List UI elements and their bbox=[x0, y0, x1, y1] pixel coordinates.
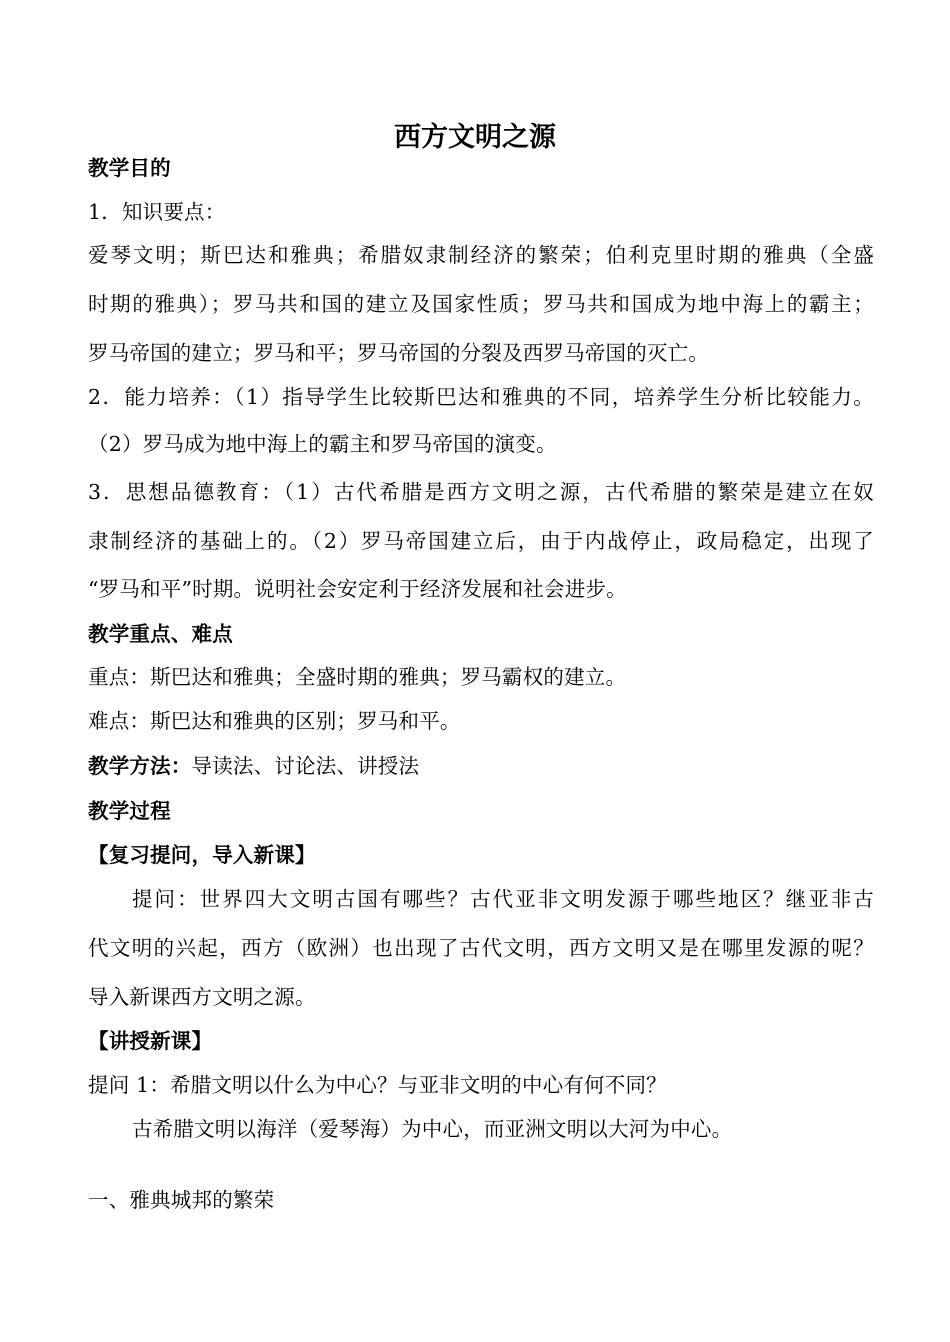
new-lesson-heading: 【讲授新课】 bbox=[88, 1029, 213, 1053]
question-1: 提问 1：希腊文明以什么为中心？与亚非文明的中心有何不同？ bbox=[88, 1073, 667, 1097]
process-heading: 教学过程 bbox=[88, 799, 171, 823]
review-heading: 【复习提问，导入新课】 bbox=[88, 843, 316, 867]
method-row bbox=[88, 751, 888, 781]
review-line-3: 导入新课西方文明之源。 bbox=[88, 985, 316, 1009]
ability-line-1: 2．能力培养：（1）指导学生比较斯巴达和雅典的不同，培养学生分析比较能力。 bbox=[88, 385, 874, 409]
knowledge-line-3: 罗马帝国的建立；罗马和平；罗马帝国的分裂及西罗马帝国的灭亡。 bbox=[88, 341, 709, 365]
review-line-1: 提问：世界四大文明古国有哪些？古代亚非文明发源于哪些地区？继亚非古 bbox=[132, 887, 874, 911]
answer-1: 古希腊文明以海洋（爱琴海）为中心，而亚洲文明以大河为中心。 bbox=[132, 1117, 733, 1141]
objectives-heading: 教学目的 bbox=[88, 156, 171, 180]
section-1-heading: 一、雅典城邦的繁荣 bbox=[88, 1188, 275, 1212]
moral-line-2: 隶制经济的基础上的。（2）罗马帝国建立后，由于内战停止，政局稳定，出现了 bbox=[88, 529, 874, 553]
method-label: 教学方法： bbox=[88, 754, 192, 778]
knowledge-line-2: 时期的雅典）；罗马共和国的建立及国家性质；罗马共和国成为地中海上的霸主； bbox=[88, 292, 874, 316]
moral-line-3: “罗马和平”时期。说明社会安定利于经济发展和社会进步。 bbox=[88, 577, 627, 601]
review-line-2: 代文明的兴起，西方（欧洲）也出现了古代文明，西方文明又是在哪里发源的呢？ bbox=[88, 936, 874, 960]
ability-line-2: （2）罗马成为地中海上的霸主和罗马帝国的演变。 bbox=[88, 432, 557, 456]
knowledge-label: 1．知识要点： bbox=[88, 200, 226, 224]
key-points-heading: 教学重点、难点 bbox=[88, 622, 233, 646]
difficulty-text: 难点：斯巴达和雅典的区别；罗马和平。 bbox=[88, 709, 461, 733]
document-title: 西方文明之源 bbox=[394, 122, 556, 153]
method-value: 导读法、讨论法、讲授法 bbox=[191, 754, 420, 778]
focus-text: 重点：斯巴达和雅典；全盛时期的雅典；罗马霸权的建立。 bbox=[88, 665, 627, 689]
moral-line-1: 3．思想品德教育：（1）古代希腊是西方文明之源，古代希腊的繁荣是建立在奴 bbox=[88, 480, 874, 504]
knowledge-line-1: 爱琴文明；斯巴达和雅典；希腊奴隶制经济的繁荣；伯利克里时期的雅典（全盛 bbox=[88, 243, 874, 267]
